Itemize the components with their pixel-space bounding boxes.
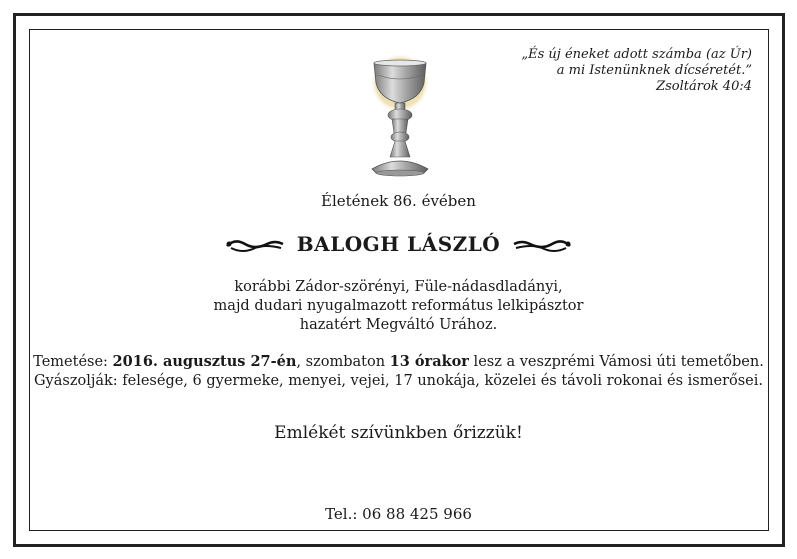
bio-line-1: korábbi Zádor-szörényi, Füle-nádasdladányi, [234, 279, 563, 295]
name-row [0, 229, 797, 259]
memory-line: Emlékét szívünkben őrizzük! [274, 423, 523, 443]
funeral-date: 2016. augusztus 27-én [112, 353, 297, 370]
age-line: Életének 86. évében [321, 192, 476, 210]
funeral-time: 13 órakor [389, 353, 469, 370]
mourners-line: Gyászolják: felesége, 6 gyermeke, menyei, vejei, 17 unokája, közelei és távoli rokonai és ismerősei. [33, 373, 764, 389]
left-flourish-icon [225, 234, 285, 254]
funeral-suffix: lesz a veszprémi Vámosi úti temetőben. [468, 354, 764, 370]
biography [0, 278, 797, 335]
bio-line-2: majd dudari nyugalmazott református lelkipásztor [213, 298, 584, 314]
deceased-name: BALOGH LÁSZLÓ [296, 232, 501, 256]
right-flourish-icon [512, 234, 572, 254]
funeral-mid: , szombaton [296, 354, 390, 370]
bible-quote [492, 47, 752, 95]
phone-number: Tel.: 06 88 425 966 [325, 505, 472, 523]
funeral-line [0, 352, 797, 372]
quote-source: Zsoltárok 40:4 [656, 79, 752, 94]
chalice-icon [358, 53, 442, 177]
quote-line-2: a mi Istenünknek dícséretét.” [556, 63, 752, 78]
bio-line-3: hazatért Megváltó Urához. [299, 317, 498, 333]
funeral-prefix: Temetése: [33, 354, 113, 370]
quote-line-1: „És új éneket adott számba (az Úr) [521, 47, 752, 62]
funeral-info [0, 352, 797, 391]
